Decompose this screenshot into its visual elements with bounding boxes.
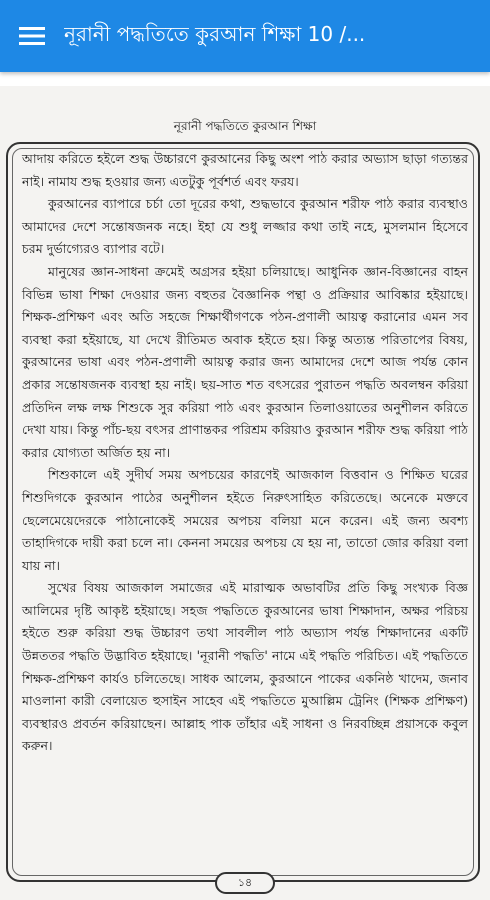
page-number: ১৪ <box>215 872 275 894</box>
page-text <box>22 148 468 758</box>
paragraph: কুরআনের ব্যাপারে চর্চা তো দূরের কথা, শুদ্ধভাবে কুরআন শরীফ পাঠ করার ব্যবস্থাও আমাদের দেশে সন্তোষজনক নহে। ইহা যে শুধু লজ্জার কথা তাই নহে, মুসলমান হিসেবে চরম দুর্ভাগ্যেরও ব্যাপার বটে। <box>22 196 468 257</box>
hamburger-menu-icon <box>19 26 45 46</box>
running-header: নূরানী পদ্ধতিতে কুরআন শিক্ষা <box>173 119 317 133</box>
paragraph: শিশুকালে এই সুদীর্ঘ সময় অপচয়ের কারণেই আজকাল বিত্তবান ও শিক্ষিত ঘরের শিশুদিগকে কুরআন পাঠের অনুশীলন হইতে নিরুৎসাহিত করিতেছে। অনেকে মক্তবে ছেলেমেয়েদেরকে পাঠানোকেই সময়ের অপচয় বলিয়া মনে করেন। এই জন্য অবশ্য তাহাদিগকে দায়ী করা চলে না। কেননা সময়ের অপচয় যে হয় না, তাতো জোর করিয়া বলা যায় না। <box>22 467 469 573</box>
menu-button[interactable] <box>0 0 64 72</box>
app-bar <box>0 0 490 72</box>
app-title: নূরানী পদ্ধতিতে কুরআন শিক্ষা 10 /... <box>64 21 366 46</box>
paragraph: সুখের বিষয় আজকাল সমাজের এই মারাত্মক অভাবটির প্রতি কিছু সংখ্যক বিজ্ঞ আলিমের দৃষ্টি আকৃষ্ট হইয়াছে। সহজ পদ্ধতিতে কুরআনের ভাষা শিক্ষাদান, অক্ষর পরিচয় হইতে শুরু করিয়া শুদ্ধ উচ্চারণ তথা সাবলীল পাঠ অভ্যাস পর্যন্ত শিক্ষাদানের একটি উন্নততর পদ্ধতি উদ্ভাবিত হইয়াছে। 'নূরানী পদ্ধতি' নামে এই পদ্ধতি পরিচিত। এই পদ্ধতিতে শিক্ষক-প্রশিক্ষণ কার্যও চলিতেছে। সাধক আলেম, কুরআনে পাকের একনিষ্ঠ খাদেম, জনাব মাওলানা কারী বেলায়েত হুসাইন সাহেব এই পদ্ধতিতে মুআল্লিম ট্রেনিং (শিক্ষক প্রশিক্ষণ) ব্যবস্থারও প্রবর্তন করিয়াছেন। আল্লাহ পাক তাঁহার এই সাধনা ও নিরবচ্ছিন্ন প্রয়াসকে কবুল করুন। <box>22 580 468 754</box>
paragraph: মানুষের জ্ঞান-সাধনা ক্রমেই অগ্রসর হইয়া চলিয়াছে। আধুনিক জ্ঞান-বিজ্ঞানের বাহন বিভিন্ন ভাষা শিক্ষা দেওয়ার জন্য বহুতর বৈজ্ঞানিক পন্থা ও প্রক্রিয়ার আবিষ্কার হইয়াছে। শিক্ষক-প্রশিক্ষণ এবং অতি সহজে শিক্ষার্থীগণকে পঠন-প্রণালী আয়ত্ব করানোর এমন সব ব্যবস্থা করা হইয়াছে, যা দেখে রীতিমত অবাক হইতে হয়। কিন্তু অত্যন্ত পরিতাপের বিষয়, কুরআনের ভাষা এবং পঠন-প্রণালী আয়ত্ব করার জন্য আমাদের দেশে আজ পর্যন্ত কোন প্রকার সন্তোষজনক ব্যবস্থা হয় নাই। ছয়-সাত শত বৎসরের পুরাতন পদ্ধতি অবলম্বন করিয়া প্রতিদিন লক্ষ লক্ষ শিশুকে সুর করিয়া পাঠ এবং কুরআন তিলাওয়াতের অনুশীলন করিতে দেখা যায়। কিন্তু পাঁচ-ছয় বৎসর প্রাণান্তকর পরিশ্রম করিয়াও কুরআন শরীফ শুদ্ধ করিয়া পাঠ করার যোগ্যতা অর্জিত হয় না। <box>22 263 468 460</box>
book-page[interactable] <box>0 86 490 900</box>
paragraph: আদায় করিতে হইলে শুদ্ধ উচ্চারণে কুরআনের কিছু অংশ পাঠ করার অভ্যাস ছাড়া গত্যন্তর নাই। নামায শুদ্ধ হওয়ার জন্য এতটুকু পূর্বশর্ত এবং ফরয। <box>22 151 468 189</box>
